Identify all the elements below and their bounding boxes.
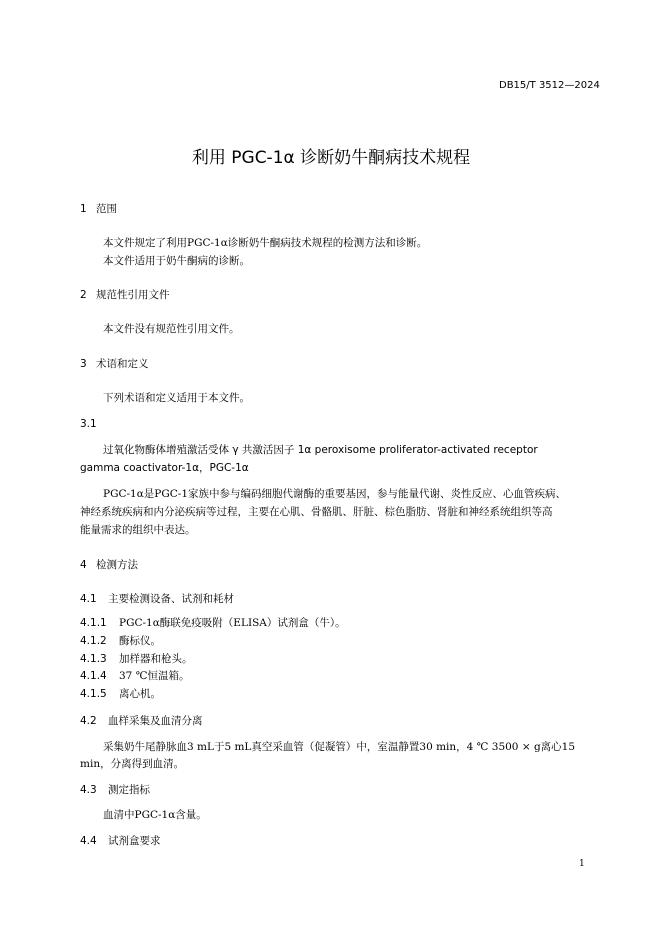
list-item: [80, 615, 346, 630]
section-1-heading: [80, 201, 117, 216]
document-code: DB15/T 3512—2024: [499, 80, 600, 91]
paragraph: 下列术语和定义适用于本文件。: [103, 392, 250, 404]
paragraph: 血清中PGC-1α含量。: [103, 809, 207, 821]
section-title: 术语和定义: [96, 358, 149, 370]
subsection-4-1-heading: [80, 591, 234, 606]
definition-line: 神经系统疾病和内分泌疾病等过程，主要在心肌、骨骼肌、肝脏、棕色脂肪、肾脏和神经系统组织等高: [80, 506, 553, 518]
subsection-title: 主要检测设备、试剂和耗材: [108, 593, 234, 605]
term-line: gamma coactivator-1α，PGC-1α: [80, 462, 249, 474]
list-item: [80, 686, 161, 701]
paragraph-line: 采集奶牛尾静脉血3 mL于5 mL真空采血管（促凝管）中，室温静置30 min，4 ℃ 3500 × g离心15: [103, 741, 576, 753]
definition-line: 能量需求的组织中表达。: [80, 524, 196, 536]
item-text: 酶标仪。: [119, 635, 161, 647]
subsection-title: 血样采集及血清分离: [108, 715, 203, 727]
list-item: [80, 668, 189, 683]
item-text: 加样器和枪头。: [119, 653, 193, 665]
list-item: [80, 651, 193, 666]
item-text: 37 ℃恒温箱。: [119, 670, 190, 682]
paragraph-line: min，分离得到血清。: [80, 758, 185, 770]
item-number: 4.1.3: [80, 653, 107, 665]
section-title: 规范性引用文件: [96, 289, 170, 301]
item-text: PGC-1α酶联免疫吸附（ELISA）试剂盒（牛）。: [119, 617, 346, 629]
paragraph: 本文件规定了利用PGC-1α诊断奶牛酮病技术规程的检测方法和诊断。: [103, 237, 428, 249]
term-line: 过氧化物酶体增殖激活受体 γ 共激活因子 1α peroxisome proliferator-activated receptor: [103, 444, 538, 456]
item-number: 4.1.1: [80, 617, 107, 629]
clause-number: 3.1: [80, 418, 97, 430]
section-number: 3: [80, 358, 87, 370]
section-4-heading: [80, 557, 138, 572]
paragraph: 本文件没有规范性引用文件。: [103, 323, 240, 335]
definition-line: PGC-1α是PGC-1家族中参与编码细胞代谢酶的重要基因，参与能量代谢、炎性反应、心血管疾病、: [103, 488, 567, 500]
subsection-4-4-heading: [80, 833, 161, 848]
subsection-number: 4.1: [80, 593, 97, 605]
section-title: 范围: [96, 203, 117, 215]
document-title: 利用 PGC-1α 诊断奶牛酮病技术规程: [191, 148, 471, 168]
section-number: 2: [80, 289, 87, 301]
list-item: [80, 633, 161, 648]
paragraph: 本文件适用于奶牛酮病的诊断。: [103, 255, 250, 267]
section-number: 1: [80, 203, 87, 215]
subsection-title: 试剂盒要求: [108, 835, 161, 847]
subsection-number: 4.3: [80, 784, 97, 796]
page-number: 1: [579, 859, 585, 869]
section-number: 4: [80, 559, 87, 571]
subsection-number: 4.4: [80, 835, 97, 847]
subsection-4-3-heading: [80, 782, 150, 797]
section-title: 检测方法: [96, 559, 138, 571]
subsection-4-2-heading: [80, 713, 203, 728]
item-number: 4.1.4: [80, 670, 107, 682]
section-3-heading: [80, 356, 149, 371]
section-2-heading: [80, 287, 170, 302]
item-number: 4.1.2: [80, 635, 107, 647]
item-text: 离心机。: [119, 688, 161, 700]
item-number: 4.1.5: [80, 688, 107, 700]
subsection-title: 测定指标: [108, 784, 150, 796]
subsection-number: 4.2: [80, 715, 97, 727]
